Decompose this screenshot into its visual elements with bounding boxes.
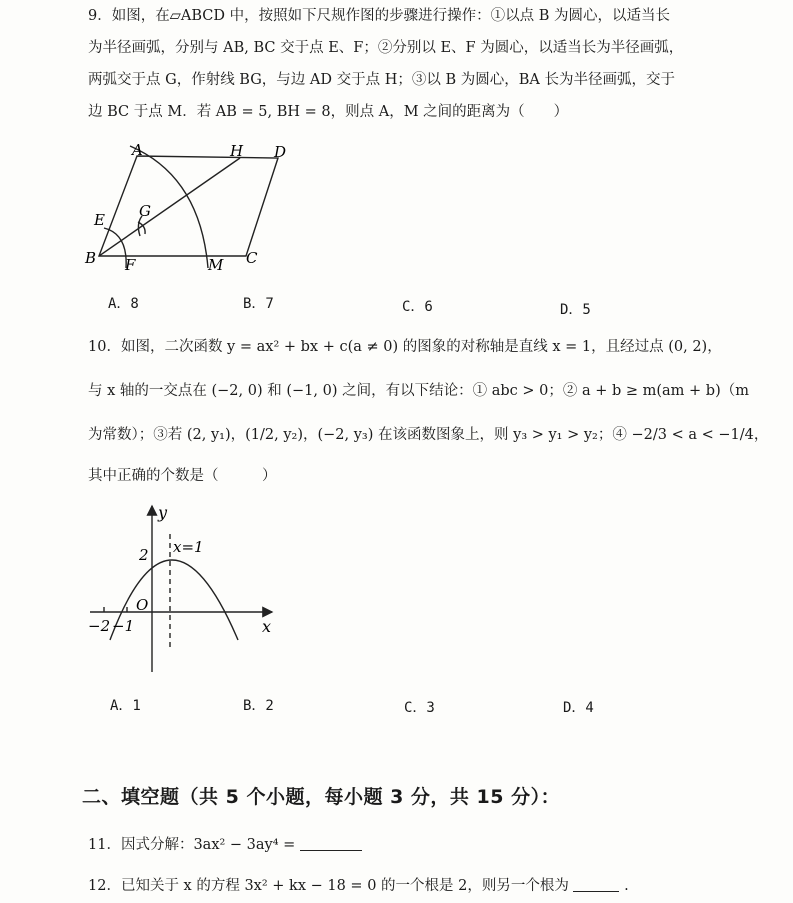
graph-label-origin: O [136,596,149,614]
q10-line-2: 与 x 轴的一交点在 (−2, 0) 和 (−1, 0) 之间，有以下结论：① abc > 0；② a + b ≥ m(am + b)（m [88,383,749,399]
q9-option-a[interactable]: A．8 [108,296,139,312]
q10-option-d[interactable]: D．4 [563,700,594,716]
q9-line-3: 两弧交于点 G，作射线 BG，与边 AD 交于点 H；③以 B 为圆心，BA 长为半径画弧，交于 [88,72,675,88]
graph-label-neg1: −1 [112,617,135,635]
q9-line-2: 为半径画弧，分别与 AB, BC 交于点 E、F；②分别以 E、F 为圆心，以适当长为半径画弧， [88,40,684,56]
label-a: A [132,141,143,159]
q9-parallelogram-figure [80,136,310,286]
parallelogram-abcd [99,156,278,256]
q12-line [88,876,629,896]
q10-option-c[interactable]: C．3 [404,700,435,716]
q12-text-end: . [624,878,629,894]
q9-option-c[interactable]: C．6 [402,299,433,315]
label-g: G [139,202,151,220]
q10-option-a[interactable]: A．1 [110,698,141,714]
q12-answer-blank[interactable] [573,891,619,892]
label-h: H [230,142,244,160]
graph-label-neg2: −2 [88,617,111,635]
label-b: B [85,249,97,267]
q10-line-1: 10．如图，二次函数 y = ax² + bx + c(a ≠ 0) 的图象的对称轴是直线 x = 1，且经过点 (0, 2)， [88,339,722,355]
q9-option-b[interactable]: B．7 [243,296,274,312]
q10-line-3: 为常数）；③若 (2, y₁)，(1/2, y₂)，(−2, y₃) 在该函数图象上，则 y₃ > y₁ > y₂；④ −2/3 < a < −1/4， [88,427,769,443]
graph-label-x-eq-1: x=1 [173,538,204,556]
q9-line-1: 9．如图，在▱ABCD 中，按照如下尺规作图的步骤进行操作：①以点 B 为圆心，以适当长 [88,8,670,24]
q11-line [88,835,362,855]
q11-answer-blank[interactable] [300,850,362,851]
graph-label-x: x [262,617,272,636]
label-f: F [125,256,136,274]
label-m: M [208,256,224,274]
label-c: C [246,249,258,267]
q11-text: 11．因式分解：3ax² − 3ay⁴ = [88,837,296,853]
label-e: E [94,211,105,229]
section-title: 二、填空题（共 5 个小题，每小题 3 分，共 15 分）： [82,786,561,808]
graph-label-y: y [158,503,168,522]
q9-option-d[interactable]: D．5 [560,302,591,318]
q10-option-b[interactable]: B．2 [243,698,274,714]
q12-text: 12．已知关于 x 的方程 3x² + kx − 18 = 0 的一个根是 2，则另一个根为 [88,878,569,894]
label-d: D [274,143,287,161]
q9-line-4: 边 BC 于点 M．若 AB = 5, BH = 8，则点 A，M 之间的距离为（ ） [88,104,569,120]
q10-parabola-graph [82,500,282,675]
q10-line-4: 其中正确的个数是（ ） [88,468,277,484]
graph-label-2: 2 [139,546,149,564]
